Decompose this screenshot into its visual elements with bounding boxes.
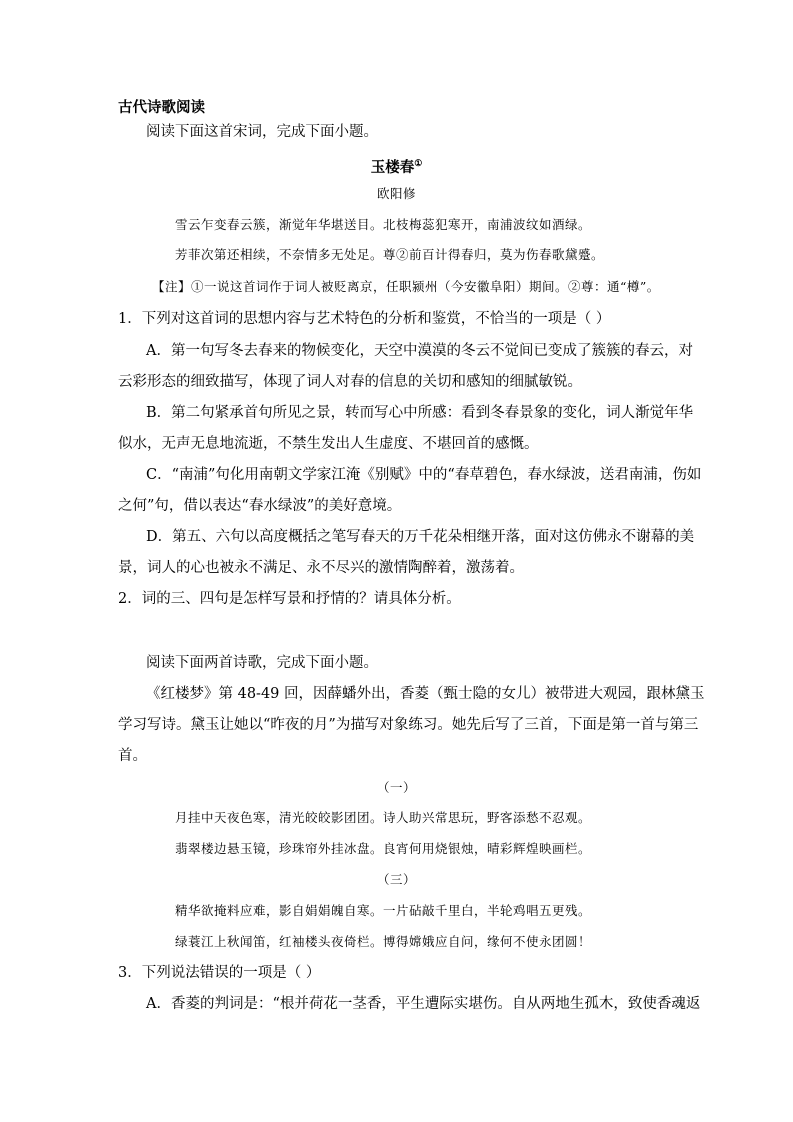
passage2-intro: 《红楼梦》第 48-49 回，因薛蟠外出，香菱（甄士隐的女儿）被带进大观园，跟林黛玉 <box>146 686 705 702</box>
q1-option-a: A．第一句写冬去春来的物候变化，天空中漠漠的冬云不觉间已变成了簇簇的春云，对 <box>146 343 693 359</box>
poem-line: 雪云乍变春云簇，渐觉年华堪送目。北枝梅蕊犯寒开，南浦波纹如酒绿。 <box>175 217 592 232</box>
q1-option-d: D．第五、六句以高度概括之笔写春天的万千花朵相继开落，面对这仿佛永不谢幕的美 <box>146 529 695 545</box>
poem3-heading: （三） <box>376 872 416 887</box>
passage2-intro: 学习写诗。黛玉让她以“昨夜的月”为描写对象练习。她先后写了三首，下面是第一首与第三 <box>118 717 699 733</box>
poem1-heading: （一） <box>376 780 416 795</box>
q1-option-a-cont: 云彩形态的细致描写，体现了词人对春的信息的关切和感知的细腻敏锐。 <box>118 374 582 390</box>
poem1-line: 月挂中天夜色寒，清光皎皎影团团。诗人助兴常思玩，野客添愁不忍观。 <box>175 810 592 825</box>
q1-option-c-cont: 之何”句，借以表达“春水绿波”的美好意境。 <box>118 498 402 514</box>
question-1-stem: 1．下列对这首词的思想内容与艺术特色的分析和鉴赏，不恰当的一项是（ ） <box>118 311 611 327</box>
poem-author: 欧阳修 <box>376 186 416 201</box>
passage2-intro: 首。 <box>118 748 147 764</box>
poem-line: 芳菲次第还相续，不奈情多无处足。尊②前百计得春归，莫为伤春歌黛蹙。 <box>175 247 605 262</box>
q1-option-c: C．“南浦”句化用南朝文学家江淹《别赋》中的“春草碧色，春水绿波，送君南浦，伤如 <box>146 467 702 483</box>
question-2-stem: 2．词的三、四句是怎样写景和抒情的？请具体分析。 <box>118 591 461 607</box>
poem3-line: 精华欲掩料应难，影自娟娟魄自寒。一片砧敲千里白，半轮鸡唱五更残。 <box>175 903 592 918</box>
passage2-instruction: 阅读下面两首诗歌，完成下面小题。 <box>146 655 378 671</box>
passage1-instruction: 阅读下面这首宋词，完成下面小题。 <box>146 124 378 140</box>
q1-option-d-cont: 景，词人的心也被永不满足、永不尽兴的激情陶醉着，激荡着。 <box>118 560 524 576</box>
q1-option-b-cont: 似水，无声无息地流逝，不禁生发出人生虚度、不堪回首的感慨。 <box>118 436 539 452</box>
q1-option-b: B．第二句紧承首句所见之景，转而写心中所感：看到冬春景象的变化，词人渐觉年华 <box>146 405 694 421</box>
poem-note: 【注】①一说这首词作于词人被贬离京，任职颍州（今安徽阜阳）期间。②尊：通“樽”。 <box>152 279 660 294</box>
poem-title: 玉楼春① <box>370 158 423 176</box>
question-3-stem: 3．下列说法错误的一项是（ ） <box>118 965 321 981</box>
poem1-line: 翡翠楼边悬玉镜，珍珠帘外挂冰盘。良宵何用烧银烛，晴彩辉煌映画栏。 <box>175 841 592 856</box>
section-title: 古代诗歌阅读 <box>118 99 205 116</box>
poem3-line: 绿蓑江上秋闻笛，红袖楼头夜倚栏。博得嫦娥应自问，缘何不使永团圆！ <box>175 934 592 949</box>
q3-option-a: A．香菱的判词是：“根并荷花一茎香，平生遭际实堪伤。自从两地生孤木，致使香魂返 <box>146 996 701 1012</box>
